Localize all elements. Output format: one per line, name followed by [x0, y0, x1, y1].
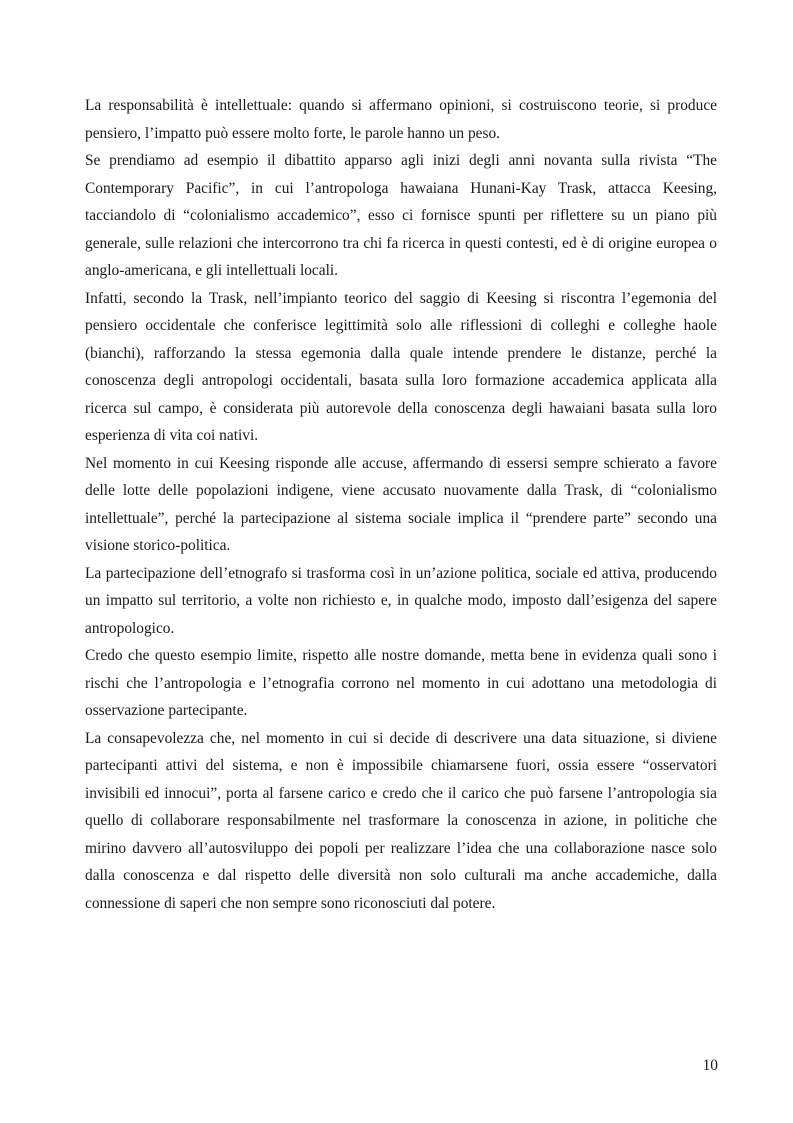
paragraph-keesing-risposta: Nel momento in cui Keesing risponde alle accuse, affermando di essersi sempre schierato a favore delle lotte delle popolazioni indigene, viene accusato nuovamente dalla Trask, di “colonialismo intellettuale”, perché la partecipazione al sistema sociale implica il “prendere parte” secondo una visione storico-politica.	[85, 454, 717, 554]
paragraph-consapevolezza: La consapevolezza che, nel momento in cui si decide di descrivere una data situazione, si diviene partecipanti attivi del sistema, e non è impossibile chiamarsene fuori, ossia essere “osservatori invisibili ed innocui”, porta al farsene carico e credo che il carico che può farsene l’antropologia sia quello di collaborare responsabilmente nel trasformare la conoscenza in azione, in politiche che mirino davvero all’autosviluppo dei popoli per realizzare l’idea che una collaborazione nasce solo dalla conoscenza e dal rispetto delle diversità non solo culturali ma anche accademiche, dalla connessione di saperi che non sempre sono riconosciuti dal potere.	[85, 729, 717, 912]
paragraph-trask-critica: Infatti, secondo la Trask, nell’impianto teorico del saggio di Keesing si riscontra l’egemonia del pensiero occidentale che conferisce legittimità solo alle riflessioni di colleghi e colleghe haole (bianchi), rafforzando la stessa egemonia dalla quale intende prendere le distanze, perché la conoscenza degli antropologi occidentali, basata sulla loro formazione accademica applicata alla ricerca sul campo, è considerata più autorevole della conoscenza degli hawaiani basata sulla loro esperienza di vita coi nativi.	[85, 289, 717, 444]
document-body	[85, 92, 717, 917]
page-number: 10	[702, 1057, 718, 1074]
paragraph-esempio-limite: Credo che questo esempio limite, rispetto alle nostre domande, metta bene in evidenza quali sono i rischi che l’antropologia e l’etnografia corrono nel momento in cui adottano una metodologia di osservazione partecipante.	[85, 647, 717, 719]
paragraph-responsabilita: La responsabilità è intellettuale: quando si affermano opinioni, si costruiscono teorie, si produce pensiero, l’impatto può essere molto forte, le parole hanno un peso.	[85, 97, 717, 142]
paragraph-dibattito: Se prendiamo ad esempio il dibattito apparso agli inizi degli anni novanta sulla rivista “The Contemporary Pacific”, in cui l’antropologa hawaiana Hunani-Kay Trask, attacca Keesing, tacciandolo di “colonialismo accademico”, esso ci fornisce spunti per riflettere su un piano più generale, sulle relazioni che intercorrono tra chi fa ricerca in questi contesti, ed è di origine europea o anglo-americana, e gli intellettuali locali.	[85, 152, 717, 279]
paragraph-partecipazione: La partecipazione dell’etnografo si trasforma così in un’azione politica, sociale ed attiva, producendo un impatto sul territorio, a volte non richiesto e, in qualche modo, imposto dall’esigenza del sapere antropologico.	[85, 564, 717, 637]
